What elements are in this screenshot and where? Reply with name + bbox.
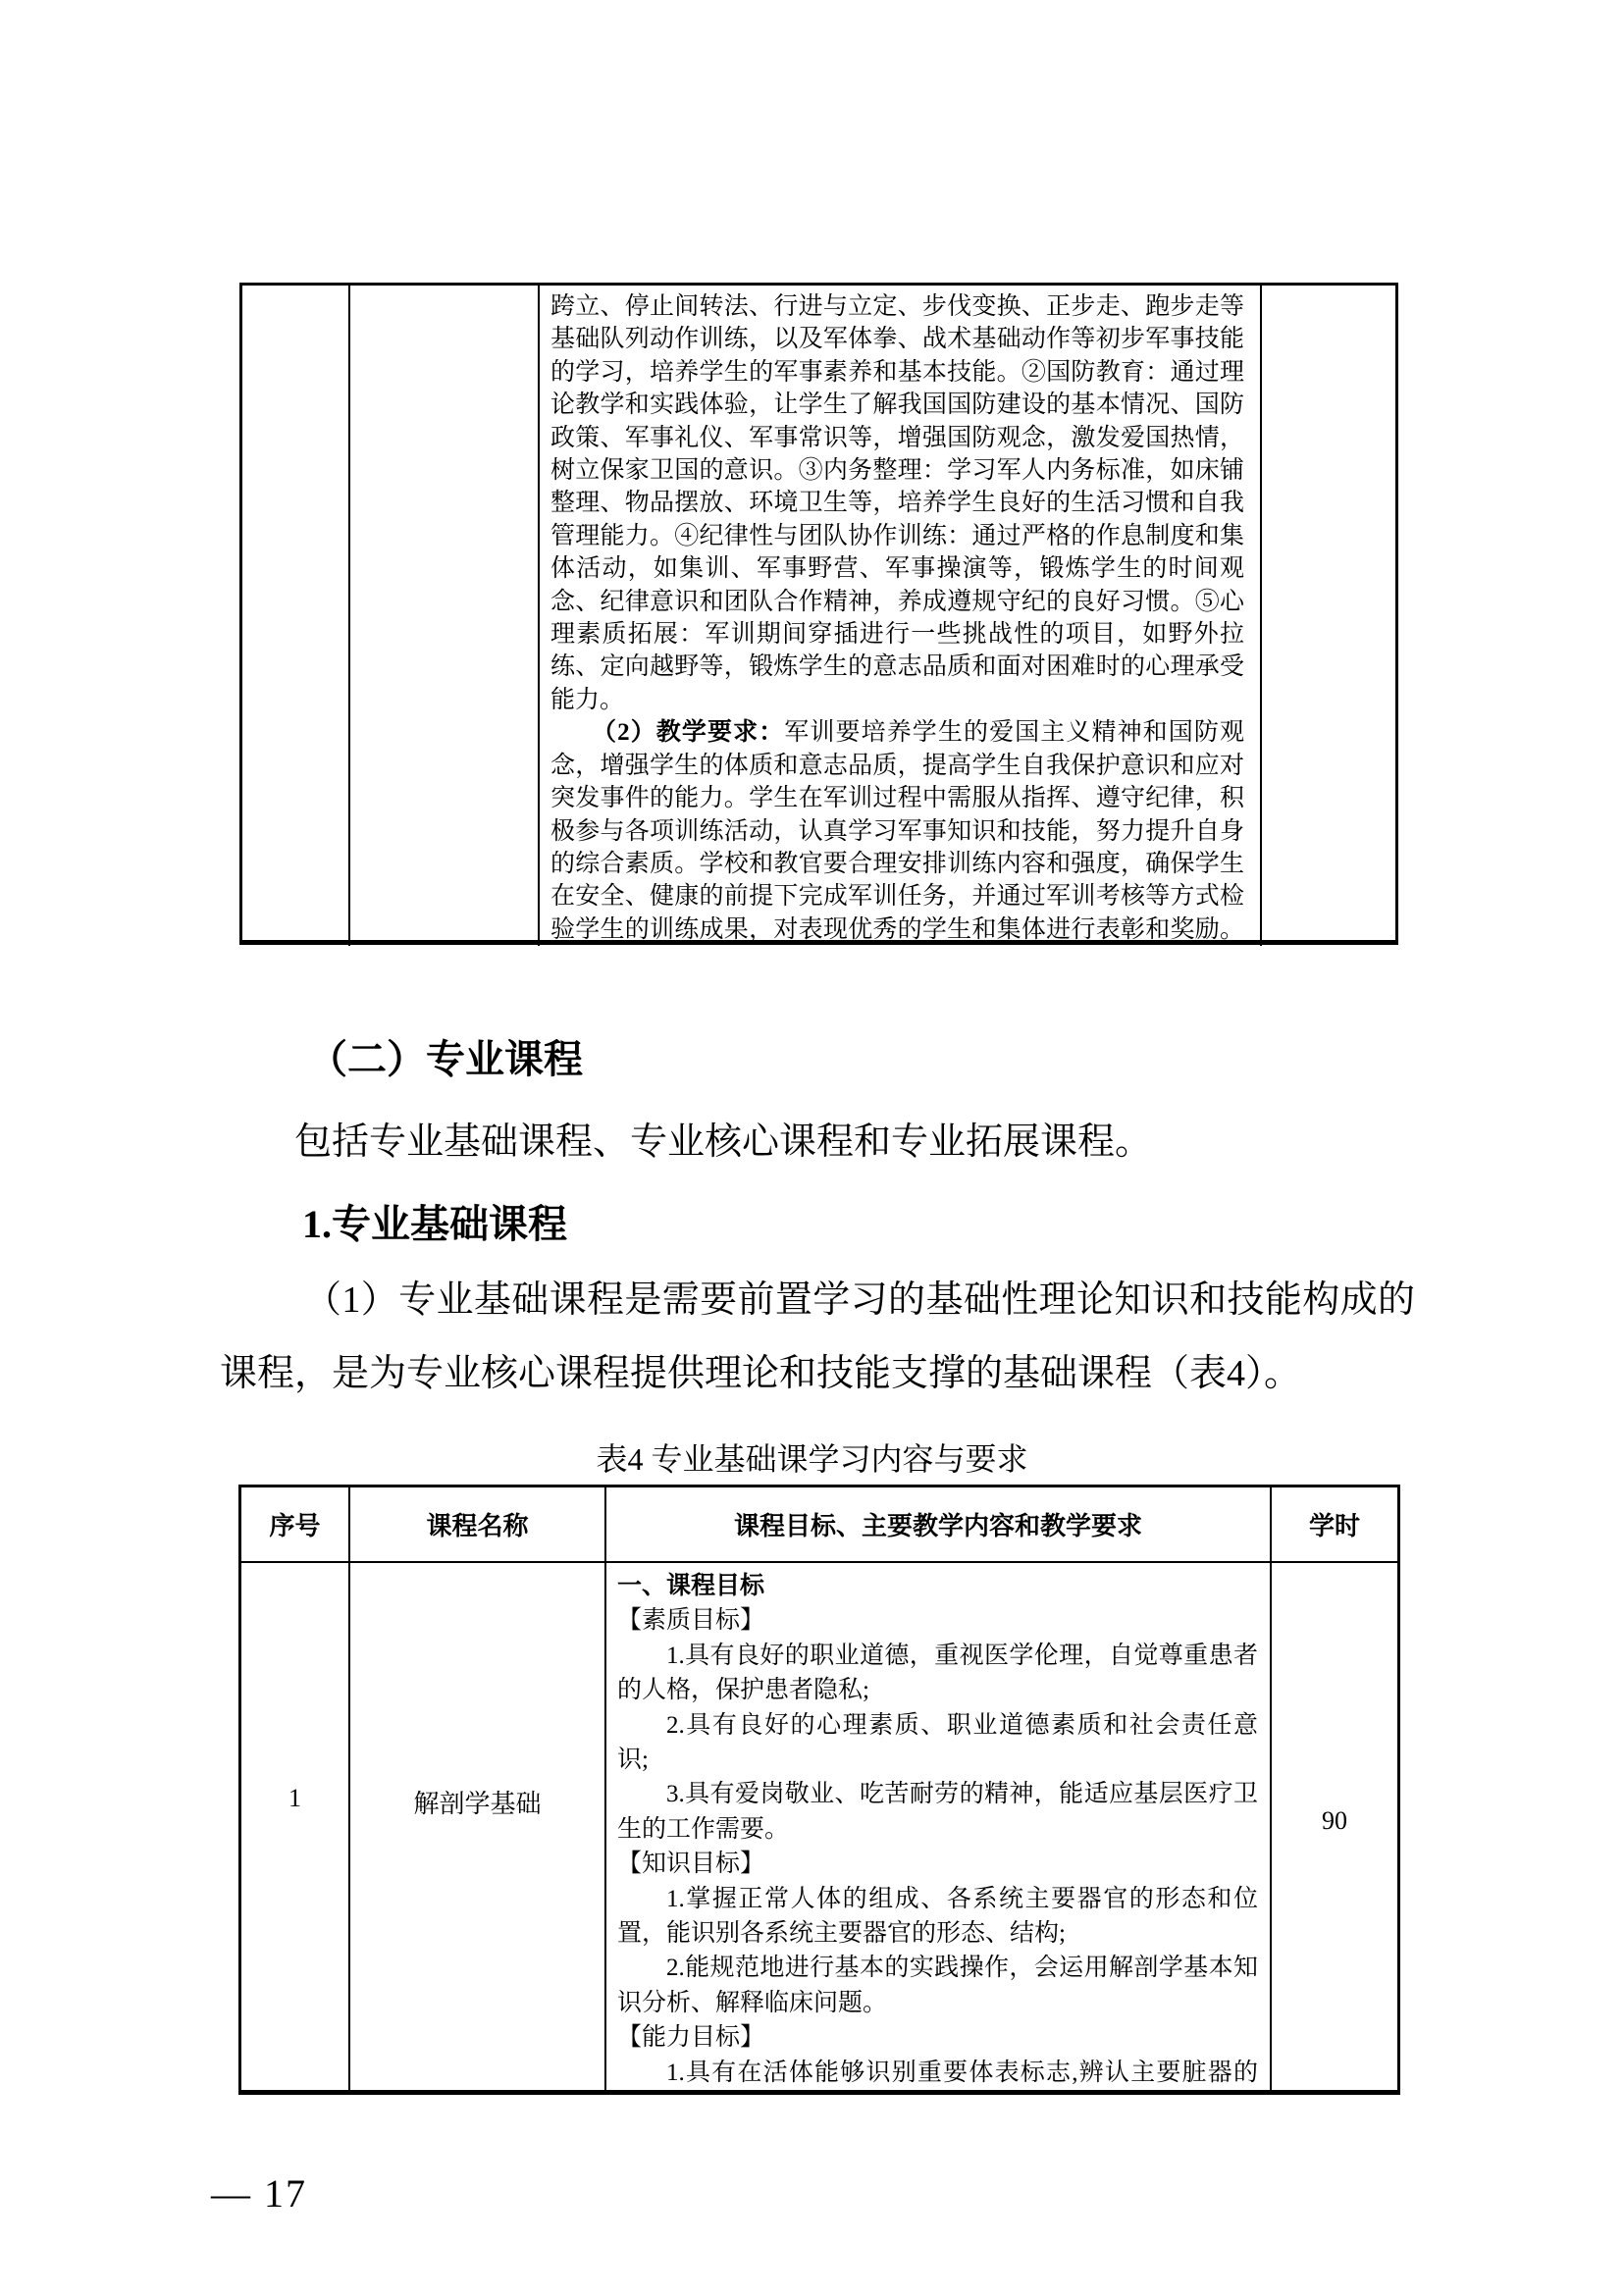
section-intro: 包括专业基础课程、专业核心课程和专业拓展课程。	[294, 1121, 1153, 1163]
table-cell-line: 树立保家卫国的意识。③内务整理：学习军人内务标准，如床铺	[550, 457, 1244, 485]
table4-header-hours: 学时	[1272, 1487, 1397, 1563]
table-cell-content	[540, 286, 1262, 946]
table-cell-line: 识分析、解释临床问题。	[617, 1989, 888, 2016]
table4	[238, 1485, 1400, 2095]
table-cell-line: 的人格，保护患者隐私;	[617, 1677, 869, 1704]
table-cell-line: 2.具有良好的心理素质、职业道德素质和社会责任意	[666, 1711, 1258, 1739]
table4-caption: 表4 专业基础课学习内容与要求	[596, 1441, 1028, 1477]
table-cell-line: 在安全、健康的前提下完成军训任务，并通过军训考核等方式检	[550, 883, 1244, 911]
body-paragraph: （1）专业基础课程是需要前置学习的基础性理论知识和技能构成的课程，是为专业核心课程提供理论和技能支撑的基础课程（表4）。	[220, 1279, 1415, 1394]
subsection-heading: 1.专业基础课程	[302, 1202, 567, 1246]
table-cell-course-empty	[350, 286, 540, 946]
table-cell-line: 论教学和实践体验，让学生了解我国国防建设的基本情况、国防	[550, 391, 1244, 419]
table-cell-line: 突发事件的能力。学生在军训过程中需服从指挥、遵守纪律，积	[550, 785, 1244, 812]
table4-header-seq: 序号	[241, 1487, 350, 1563]
table4-row-seq: 1	[241, 1563, 350, 2090]
table-cell-line: 体活动，如集训、军事野营、军事操演等，锻炼学生的时间观	[550, 555, 1244, 583]
military-training-table	[239, 283, 1398, 945]
table4-row-course: 解剖学基础	[350, 1563, 606, 2090]
section-heading: （二）专业课程	[308, 1037, 583, 1081]
table-cell-line: 2.能规范地进行基本的实践操作，会运用解剖学基本知	[666, 1955, 1258, 1982]
table4-header-course: 课程名称	[350, 1487, 606, 1563]
table-cell-line: 理素质拓展：军训期间穿插进行一些挑战性的项目，如野外拉	[550, 621, 1244, 649]
teaching-requirements-text: 军训要培养学生的爱国主义精神和国防观	[784, 719, 1244, 747]
table-cell-hours-empty	[1262, 286, 1395, 946]
table-cell-line: 管理能力。④纪律性与团队协作训练：通过严格的作息制度和集	[550, 522, 1244, 549]
table-cell-line: 【知识目标】	[617, 1851, 765, 1878]
teaching-requirements-label: （2）教学要求：	[592, 719, 785, 747]
table-cell-line: 极参与各项训练活动，认真学习军事知识和技能，努力提升自身	[550, 817, 1244, 845]
table-cell-line: 整理、物品摆放、环境卫生等，培养学生良好的生活习惯和自我	[550, 490, 1244, 517]
table-cell-line: 验学生的训练成果，对表现优秀的学生和集体进行表彰和奖励。	[550, 915, 1244, 943]
table-cell-line: 【能力目标】	[617, 2024, 765, 2052]
table-cell-seq-empty	[242, 286, 350, 946]
table-cell-line: 1.掌握正常人体的组成、各系统主要器官的形态和位	[666, 1885, 1258, 1912]
table4-row-content	[606, 1563, 1272, 2090]
table-cell-line: 1.具有在活体能够识别重要体表标志,辨认主要脏器的	[666, 2059, 1258, 2086]
table-cell-line: 练、定向越野等，锻炼学生的意志品质和面对困难时的心理承受	[550, 653, 1244, 681]
table-cell-line: 一、课程目标	[617, 1573, 765, 1599]
table4-row-hours: 90	[1322, 1806, 1347, 1835]
table-cell-line: 念，增强学生的体质和意志品质，提高学生自我保护意识和应对	[550, 752, 1244, 779]
table4-header-content: 课程目标、主要教学内容和教学要求	[606, 1487, 1272, 1563]
table-cell-line: 识;	[617, 1747, 649, 1774]
table-cell-line: 的学习，培养学生的军事素养和基本技能。②国防教育：通过理	[550, 358, 1244, 386]
table-cell-line: 基础队列动作训练，以及军体拳、战术基础动作等初步军事技能	[550, 326, 1244, 353]
table-cell-line: 生的工作需要。	[617, 1815, 790, 1843]
table-cell-line-teaching-requirements	[550, 716, 1244, 749]
table-cell-line: 跨立、停止间转法、行进与立定、步伐变换、正步走、跑步走等	[550, 293, 1244, 320]
page-number: — 17	[211, 2171, 307, 2216]
table-cell-line: 的综合素质。学校和教官要合理安排训练内容和强度，确保学生	[550, 850, 1244, 877]
table-cell-line: 1.具有良好的职业道德，重视医学伦理，自觉尊重患者	[666, 1642, 1258, 1669]
table-cell-line: 能力。	[550, 686, 625, 713]
table-cell-line: 政策、军事礼仪、军事常识等，增强国防观念，激发爱国热情，	[550, 424, 1244, 451]
table-cell-line: 念、纪律意识和团队合作精神，养成遵规守纪的良好习惯。⑤心	[550, 588, 1244, 615]
table-cell-line: 置，能识别各系统主要器官的形态、结构;	[617, 1920, 1066, 1948]
table-cell-line: 【素质目标】	[617, 1607, 765, 1635]
table-cell-line: 3.具有爱岗敬业、吃苦耐劳的精神，能适应基层医疗卫	[666, 1781, 1258, 1808]
